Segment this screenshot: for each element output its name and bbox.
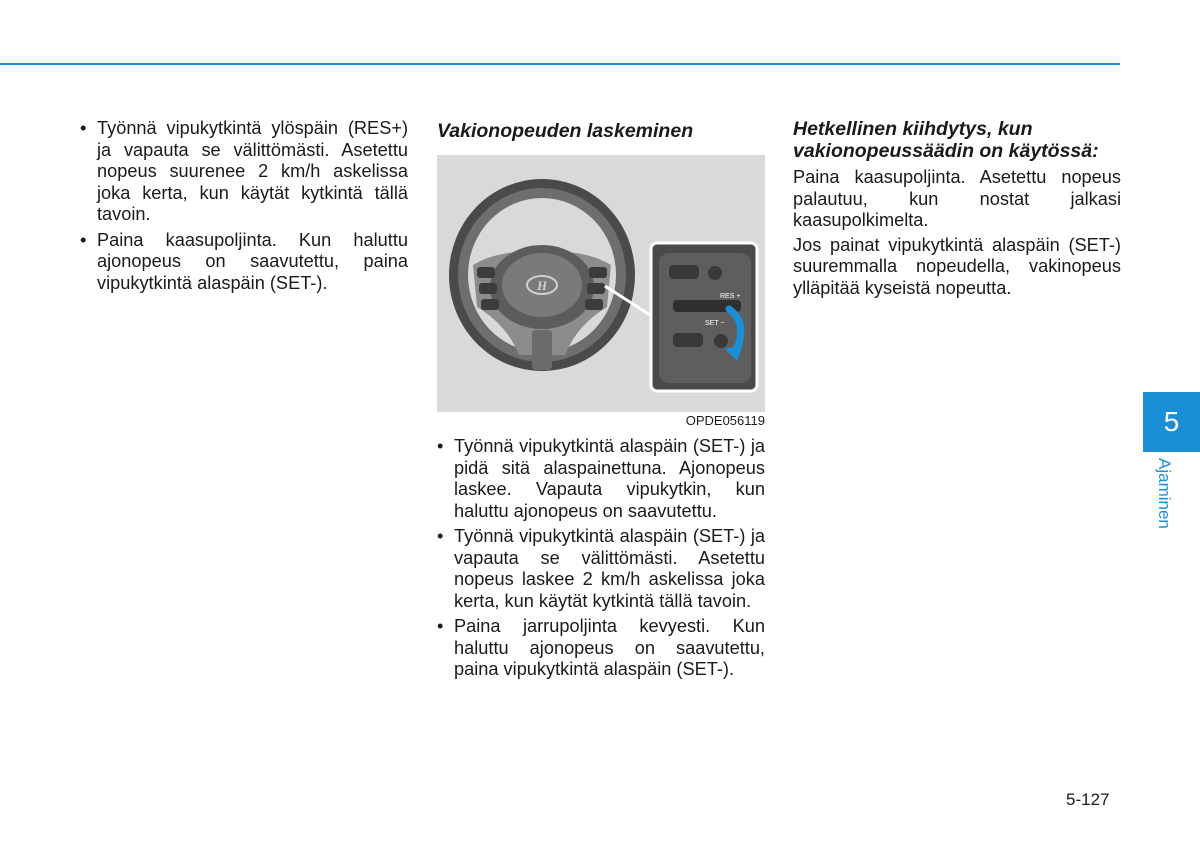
list-item: • Työnnä vipukytkintä ylöspäin (RES+) ja vapauta se välittömästi. Asetettu nopeus suurenee 2 km/h askelissa joka kerta, kun käytät kytkintä tällä tavoin. bbox=[80, 118, 408, 226]
column-1 bbox=[80, 118, 408, 298]
svg-text:RES +: RES + bbox=[720, 293, 741, 300]
section-heading: Vakionopeuden laskeminen bbox=[437, 120, 694, 142]
svg-text:H: H bbox=[536, 278, 548, 293]
figure bbox=[437, 155, 765, 429]
paragraph: Paina kaasupoljinta. Asetettu nopeus palautuu, kun nostat jalkasi kaasupolkimelta. bbox=[793, 167, 1121, 230]
list-item: • Työnnä vipukytkintä alaspäin (SET-) ja pidä sitä alaspainettuna. Ajonopeus laskee. Vapauta vipukytkin, kun haluttu ajonopeus on saavutettu. bbox=[437, 436, 765, 522]
svg-text:SET −: SET − bbox=[705, 320, 725, 327]
list-item: • Paina kaasupoljinta. Kun haluttu ajonopeus on saavutettu, paina vipukytkintä alaspäin (SET-). bbox=[80, 230, 408, 295]
column-3 bbox=[793, 118, 1121, 299]
list-item: • Työnnä vipukytkintä alaspäin (SET-) ja vapauta se välittömästi. Asetettu nopeus laskee 2 km/h askelissa joka kerta, kun käytät kytkintä tällä tavoin. bbox=[437, 526, 765, 612]
chapter-label-text: Ajaminen bbox=[1155, 458, 1174, 529]
chapter-tab: 5 bbox=[1143, 392, 1200, 452]
column-2 bbox=[437, 118, 765, 685]
bullet-list bbox=[80, 118, 408, 294]
paragraph: Jos painat vipukytkintä alaspäin (SET-) suuremmalla nopeudella, vakinopeus ylläpitää kyseistä nopeutta. bbox=[793, 234, 1121, 298]
steering-wheel-illustration bbox=[437, 155, 765, 412]
bullet-list bbox=[437, 436, 765, 681]
header-rule bbox=[0, 63, 1120, 65]
section-heading: Hetkellinen kiihdytys, kun vakionopeussäädin on käytössä: bbox=[793, 118, 1099, 162]
list-item: • Paina jarrupoljinta kevyesti. Kun haluttu ajonopeus on saavutettu, paina vipukytkintä alaspäin (SET-). bbox=[437, 616, 765, 681]
figure-code: OPDE056119 bbox=[685, 413, 765, 428]
chapter-label bbox=[1150, 458, 1178, 538]
page-number: 5-127 bbox=[1066, 790, 1110, 809]
